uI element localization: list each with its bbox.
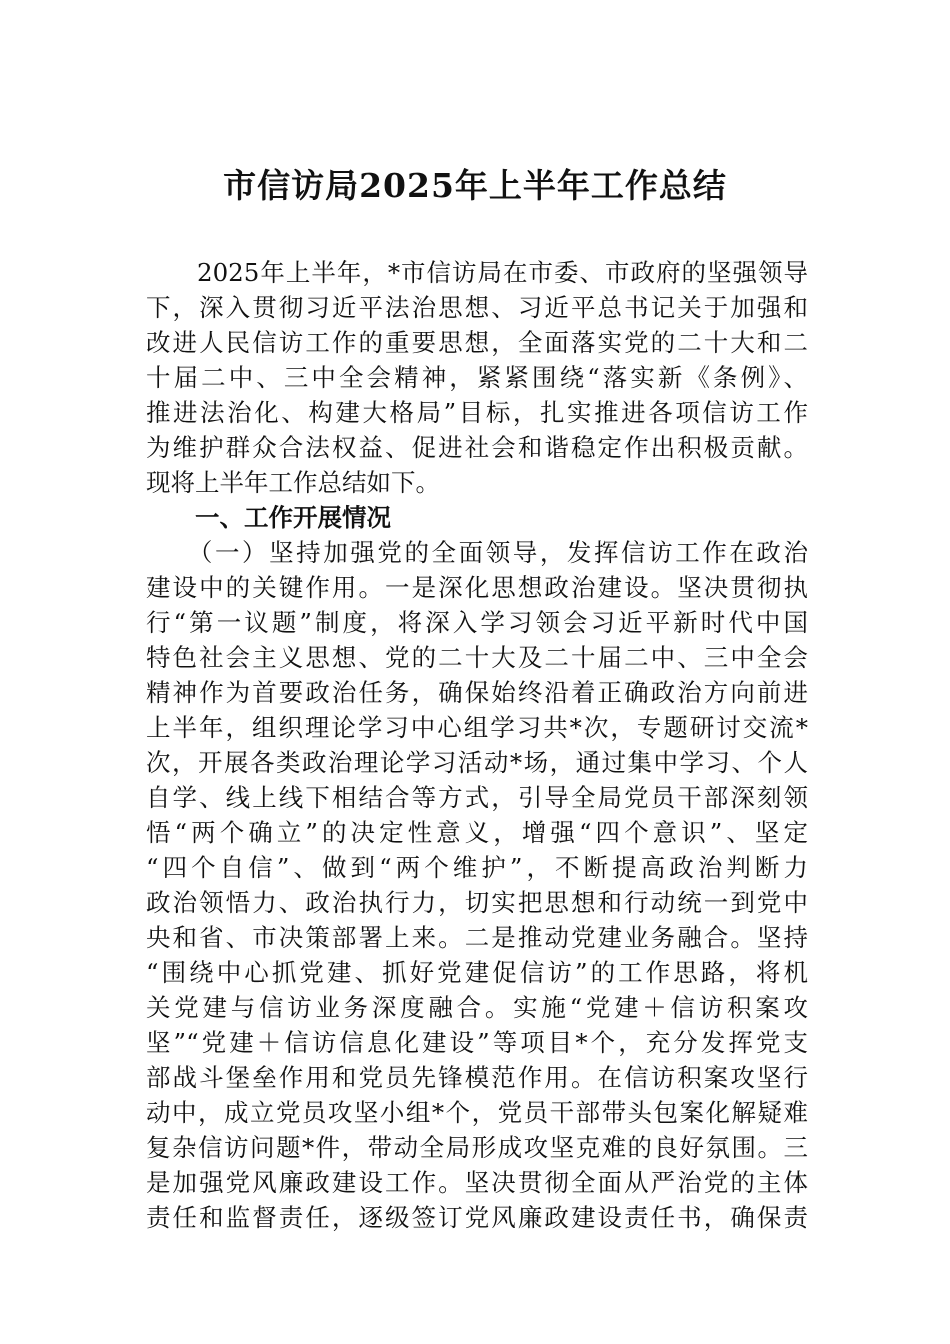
paragraph-line: 坚”“党建＋信访信息化建设”等项目*个，充分发挥党支 (146, 1028, 808, 1057)
paragraph-line: 自学、线上线下相结合等方式，引导全局党员干部深刻领 (146, 783, 808, 812)
paragraph-line: 十届二中、三中全会精神，紧紧围绕“落实新《条例》、 (146, 363, 808, 392)
paragraph-line: 改进人民信访工作的重要思想，全面落实党的二十大和二 (146, 328, 808, 357)
paragraph-line: 动中，成立党员攻坚小组*个，党员干部带头包案化解疑难 (146, 1098, 808, 1127)
paragraph-line: 责任和监督责任，逐级签订党风廉政建设责任书，确保责 (146, 1203, 808, 1232)
paragraph-line: 精神作为首要政治任务，确保始终沿着正确政治方向前进 (146, 678, 808, 707)
paragraph-line: 2025年上半年，*市信访局在市委、市政府的坚强领导 (146, 258, 808, 287)
paragraph-line: 关党建与信访业务深度融合。实施“党建＋信访积案攻 (146, 993, 808, 1022)
paragraph-line: 次，开展各类政治理论学习活动*场，通过集中学习、个人 (146, 748, 808, 777)
paragraph-line: （一）坚持加强党的全面领导，发挥信访工作在政治 (146, 538, 808, 567)
paragraph-line: 建设中的关键作用。一是深化思想政治建设。坚决贯彻执 (146, 573, 808, 602)
paragraph-line: 行“第一议题”制度，将深入学习领会习近平新时代中国 (146, 608, 808, 637)
paragraph-line: “四个自信”、做到“两个维护”，不断提高政治判断力 (146, 853, 808, 882)
paragraph-line: 悟“两个确立”的决定性意义，增强“四个意识”、坚定 (146, 818, 808, 847)
paragraph-line: 央和省、市决策部署上来。二是推动党建业务融合。坚持 (146, 923, 808, 952)
paragraph-line: 现将上半年工作总结如下。 (146, 468, 440, 497)
document-body (146, 255, 808, 1235)
document-title: 市信访局2025年上半年工作总结 (223, 166, 727, 205)
paragraph-line: 复杂信访问题*件，带动全局形成攻坚克难的良好氛围。三 (146, 1133, 808, 1162)
paragraph-line: 推进法治化、构建大格局”目标，扎实推进各项信访工作 (146, 398, 808, 427)
paragraph-line: “围绕中心抓党建、抓好党建促信访”的工作思路，将机 (146, 958, 808, 987)
section-heading: 一、工作开展情况 (146, 503, 391, 532)
paragraph-line: 是加强党风廉政建设工作。坚决贯彻全面从严治党的主体 (146, 1168, 808, 1197)
paragraph-line: 为维护群众合法权益、促进社会和谐稳定作出积极贡献。 (146, 433, 808, 462)
paragraph-line: 上半年，组织理论学习中心组学习共*次，专题研讨交流* (146, 713, 808, 742)
paragraph-line: 政治领悟力、政治执行力，切实把思想和行动统一到党中 (146, 888, 808, 917)
paragraph-line: 下，深入贯彻习近平法治思想、习近平总书记关于加强和 (146, 293, 808, 322)
paragraph-line: 特色社会主义思想、党的二十大及二十届二中、三中全会 (146, 643, 808, 672)
paragraph-line: 部战斗堡垒作用和党员先锋模范作用。在信访积案攻坚行 (146, 1063, 808, 1092)
